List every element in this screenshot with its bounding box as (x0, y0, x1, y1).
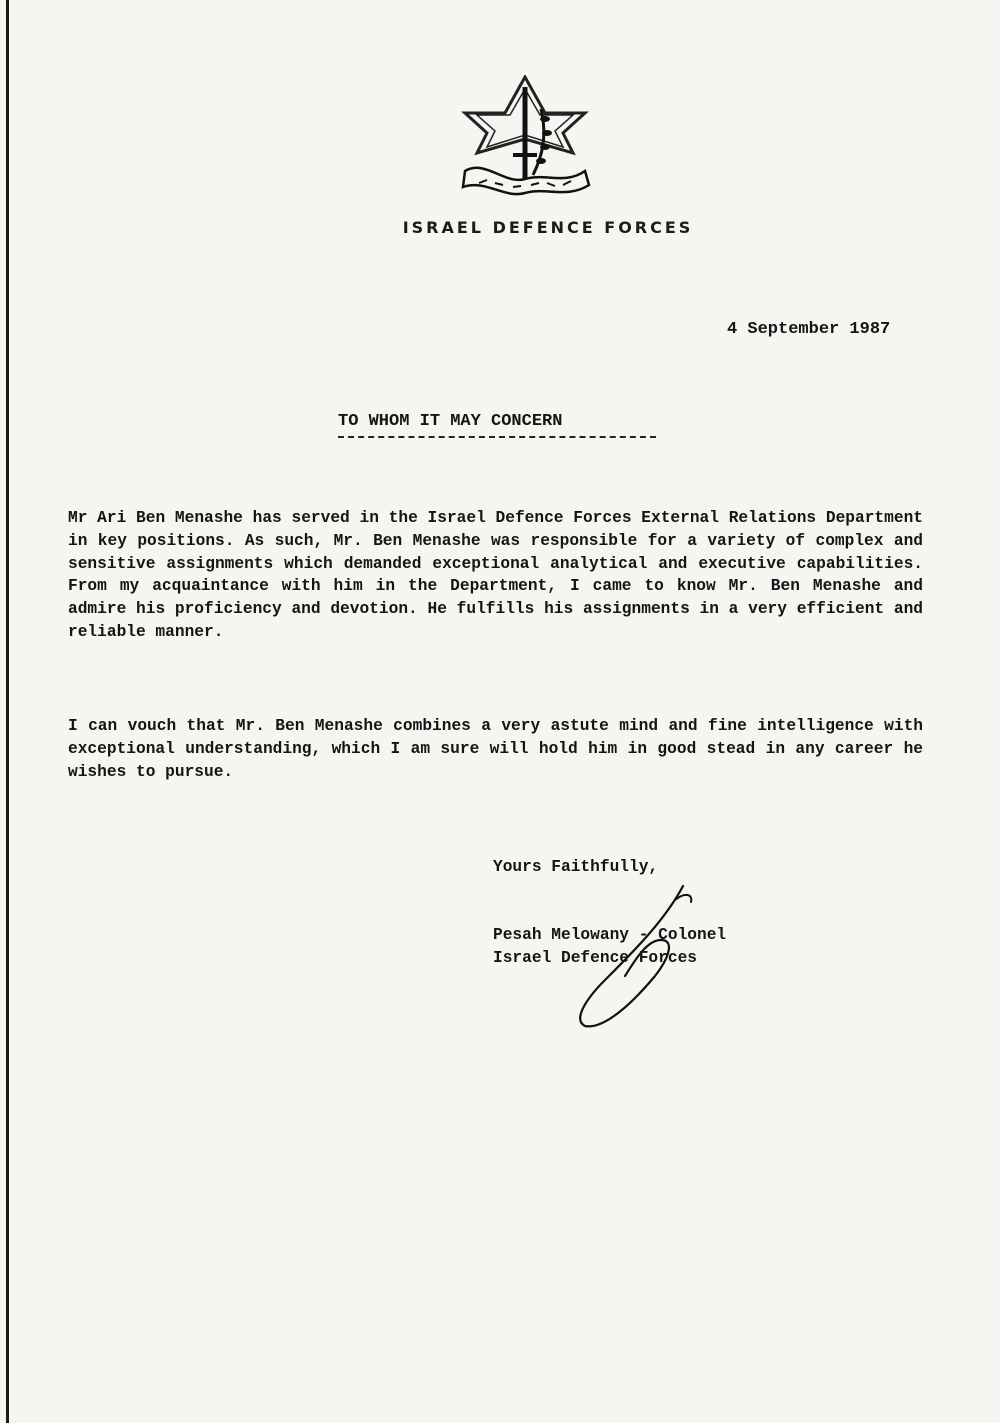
signatory-name: Pesah Melowany - Colonel (493, 926, 727, 944)
salutation: TO WHOM IT MAY CONCERN (338, 412, 563, 431)
closing: Yours Faithfully, (493, 858, 659, 876)
salutation-underline (338, 436, 656, 438)
letter-date: 4 September 1987 (727, 320, 891, 339)
signatory-organization: Israel Defence Forces (493, 949, 697, 967)
idf-emblem-icon (455, 75, 595, 205)
body-paragraph-2: I can vouch that Mr. Ben Menashe combines a very astute mind and fine intelligence with exceptional understanding, which I am sure will hold him in good stead in any career he wishes to pursue. (68, 717, 923, 781)
page-edge-rule (6, 0, 9, 1423)
body-paragraph-1: Mr Ari Ben Menashe has served in the Israel Defence Forces External Relations Department in key positions. As such, Mr. Ben Menashe was responsible for a variety of complex and sensitive assignments which demanded exceptional analytical and executive capabilities. From my acquaintance with him in the Department, I came to know Mr. Ben Menashe and admire his proficiency and devotion. He fulfills his assignments in a very efficient and reliable manner. (68, 509, 923, 641)
letterhead-title: ISRAEL DEFENCE FORCES (402, 218, 694, 237)
